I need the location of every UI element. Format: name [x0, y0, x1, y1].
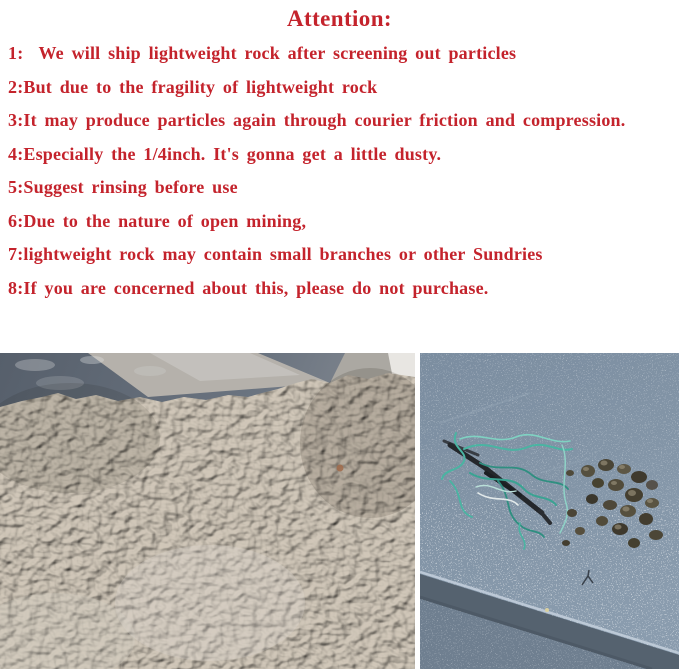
debris-photo — [420, 353, 679, 669]
rock-pile-photo — [0, 353, 415, 669]
reddish-pebble — [337, 465, 344, 472]
dust-haze — [115, 545, 305, 661]
notice-line-2: 2:But due to the fragility of lightweight rock — [8, 76, 378, 97]
notice-line-8: 8:If you are concerned about this, please do not purchase. — [8, 277, 489, 298]
notice-lines — [8, 37, 671, 305]
light-speck — [545, 608, 549, 612]
notice-line-1: 1: We will ship lightweight rock after screening out particles — [8, 43, 517, 63]
notice-line-3: 3:It may produce particles again through courier friction and compression. — [8, 110, 626, 130]
notice-line-4: 4:Especially the 1/4inch. It's gonna get a little dusty. — [8, 143, 442, 164]
notice-line-7: 7:lightweight rock may contain small branches or other Sundries — [8, 244, 543, 264]
photo-row — [0, 353, 679, 669]
gravel-pile — [0, 368, 415, 669]
notice-line-6: 6:Due to the nature of open mining, — [8, 210, 307, 231]
notice-title: Attention: — [287, 6, 392, 31]
attention-notice — [0, 0, 679, 305]
notice-line-5: 5:Suggest rinsing before use — [8, 177, 238, 197]
